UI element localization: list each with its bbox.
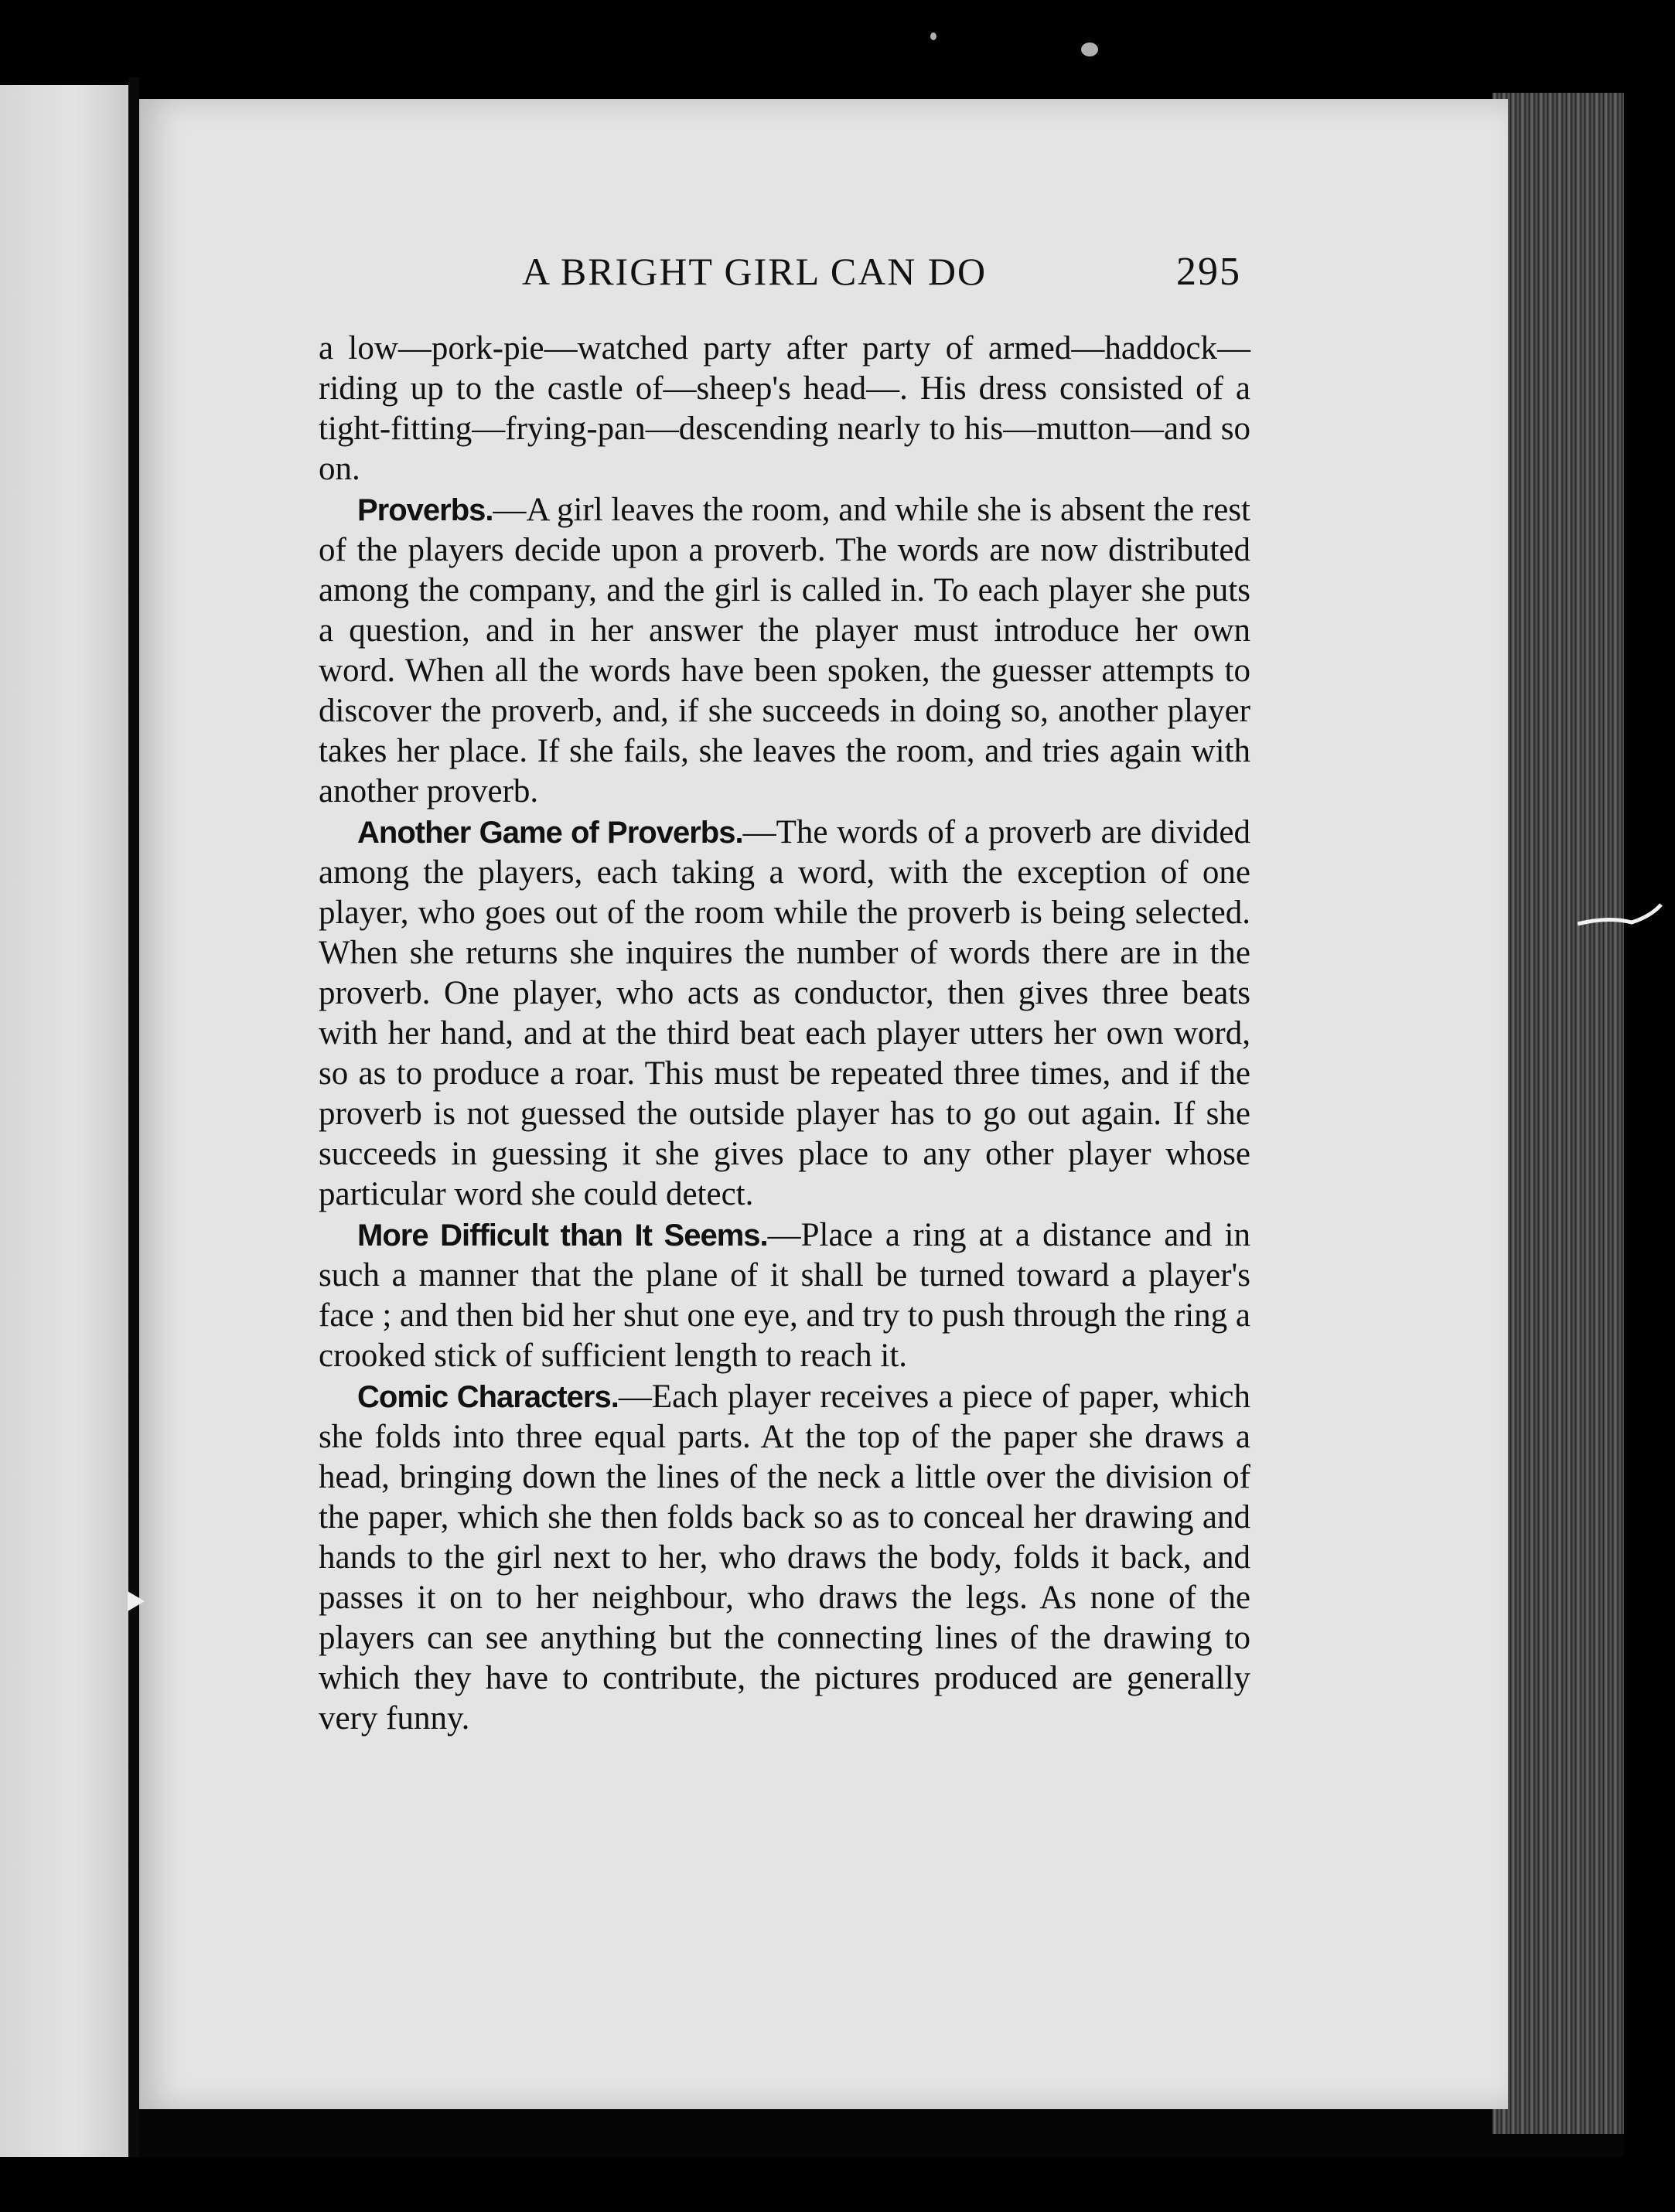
section-another-game [319,813,1250,1215]
page-text [319,329,1250,1740]
section-heading: Another Game of Proverbs. [357,816,743,850]
section-text: —Place a ring at a distance and in such a manner that the plane of it shall be turned toward a player's face ; and then bid her shut one eye, and try to push through the ring a crooked stick of sufficient length to reach it. [319,1217,1250,1374]
dust-speck [1081,43,1098,56]
page-stack-edge [1492,93,1624,2134]
scan-right-border [1624,77,1675,2212]
section-more-difficult [319,1215,1250,1376]
book-gutter [128,77,139,2165]
running-head [522,249,1241,295]
running-title: A BRIGHT GIRL CAN DO [522,250,988,293]
section-proverbs [319,490,1250,812]
page-number: 295 [1176,250,1241,294]
section-text: —A girl leaves the room, and while she is absent the rest of the players decide upon a proverb. The words are now distributed among the company, and the girl is called in. To each player she puts a question, and in her answer the player must introduce her own word. When all the words have been spoken, the guesser attempts to discover the proverb, and, if she succeeds in doing so, another player takes her place. If she fails, she leaves the room, and tries again with another proverb. [319,492,1250,809]
section-text: —Each player receives a piece of paper, which she folds into three equal parts. At the top of the paper she draws a head, bringing down the lines of the neck a little over the division of the paper, which she then folds back so as to conceal her drawing and hands to the girl next to her, who draws the body, folds it back, and passes it on to her neighbour, who draws the legs. As none of the players can see anything but the connecting lines of the drawing to which they have to contribute, the pictures produced are generally very funny. [319,1379,1250,1737]
section-heading: More Difficult than It Seems. [357,1218,768,1253]
section-heading: Comic Characters. [357,1380,619,1414]
section-comic-characters [319,1377,1250,1739]
dust-speck [930,32,936,40]
scan-bottom-border [0,2157,1675,2212]
section-heading: Proverbs. [357,493,493,527]
facing-page-edge [0,85,138,2157]
opening-paragraph: a low—pork-pie—watched party after party of armed—haddock—riding up to the castle of—sheep's head—. His dress consisted of a tight-fitting—frying-pan—descending nearly to his—mutton—and so on. [319,330,1250,487]
section-text: —The words of a proverb are divided among the players, each taking a word, with the exception of one player, who goes out of the room while the proverb is being selected. When she returns she inquires the number of words there are in the proverb. One player, who acts as conductor, then gives three beats with her hand, and at the third beat each player utters her own word, so as to produce a roar. This must be repeated three times, and if the proverb is not guessed the outside player has to go out again. If she succeeds in guessing it she gives place to any other player whose particular word she could detect. [319,814,1250,1212]
bookmark-thread [1578,901,1663,932]
